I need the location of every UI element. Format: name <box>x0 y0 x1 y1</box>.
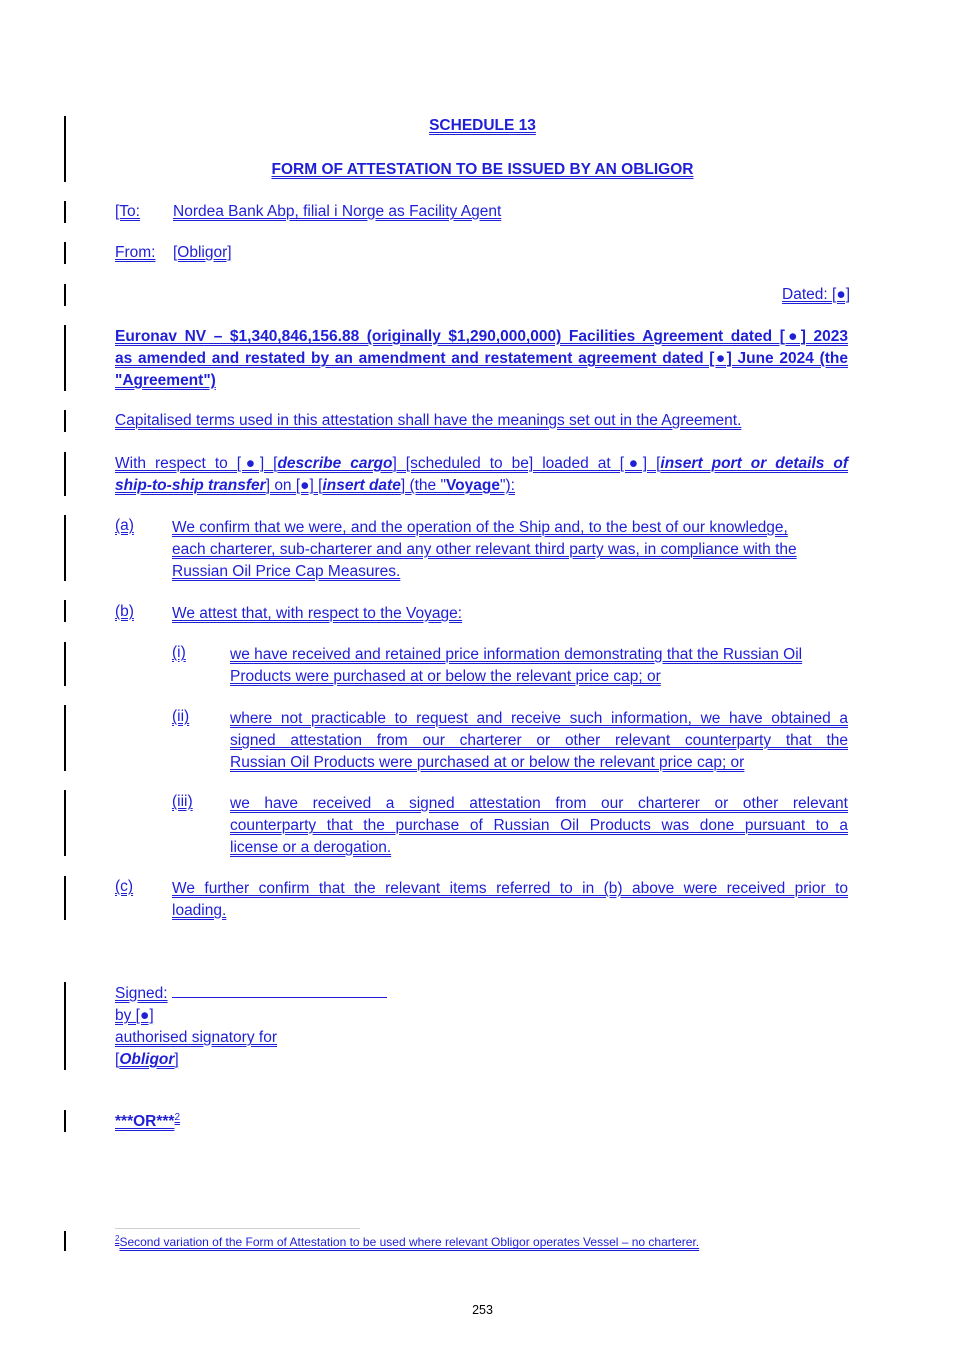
signed-line: Signed: <box>115 983 848 1005</box>
item-c-text <box>172 878 848 922</box>
subitem-line: license or a derogation. <box>230 839 392 856</box>
from-label: From: <box>115 244 156 261</box>
to-label: [To: <box>115 203 140 220</box>
subitem-label: (i) <box>172 644 186 661</box>
change-bar <box>64 982 66 1070</box>
subitem-line: Russian Oil Products were purchased at or below the relevant price cap; or <box>230 754 745 771</box>
footnote-number: 2 <box>115 1234 120 1243</box>
footnote <box>115 1234 699 1249</box>
item-a-text <box>172 517 848 583</box>
obligor-placeholder: [Obligor] <box>115 1051 179 1068</box>
from-value: [Obligor] <box>173 244 232 261</box>
change-bar <box>64 790 66 856</box>
schedule-title: SCHEDULE 13 <box>429 117 536 134</box>
subitem-line: we have received a signed attestation from our charterer or other relevant <box>230 795 848 812</box>
subitem-line: Products were purchased at or below the relevant price cap; or <box>230 668 661 685</box>
item-line: We confirm that we were, and the operation of the Ship and, to the best of our knowledge, <box>172 519 788 536</box>
subitem-line: where not practicable to request and receive such information, we have obtained a <box>230 710 848 727</box>
subitem-line: we have received and retained price information demonstrating that the Russian Oil <box>230 646 803 663</box>
item-line: Russian Oil Price Cap Measures. <box>172 563 401 580</box>
item-label: (b) <box>115 603 134 620</box>
change-bar <box>64 201 66 223</box>
subitem-iii-text <box>230 793 848 859</box>
item-label: (a) <box>115 517 134 534</box>
heading-line: as amended and restated by an amendment and restatement agreement dated [●] June 2024 (the <box>115 350 848 367</box>
subitem-line: signed attestation from our charterer or other relevant counterparty that the <box>230 732 848 749</box>
capitalised-terms: Capitalised terms used in this attestation shall have the meanings set out in the Agreement. <box>115 412 742 429</box>
subitem-label: (iii) <box>172 793 193 810</box>
change-bar <box>64 642 66 686</box>
heading-line: "Agreement") <box>115 372 216 389</box>
agreement-heading <box>115 326 848 392</box>
item-line: loading. <box>172 902 227 919</box>
authorised-signatory: authorised signatory for <box>115 1029 277 1046</box>
heading-line: Euronav NV – $1,340,846,156.88 (originally $1,290,000,000) Facilities Agreement dated [●] 2023 <box>115 328 848 345</box>
item-line: We attest that, with respect to the Voyage: <box>172 605 463 622</box>
signature-blank <box>172 983 387 998</box>
change-bar <box>64 410 66 432</box>
or-separator: ***OR***$^2$ <box>115 1112 181 1131</box>
change-bar <box>64 1231 66 1251</box>
change-bar <box>64 705 66 771</box>
form-title: FORM OF ATTESTATION TO BE ISSUED BY AN OBLIGOR <box>271 161 694 178</box>
subitem-i-text <box>230 644 848 688</box>
item-label: (c) <box>115 878 134 895</box>
footnote-ref: 2 <box>174 1112 181 1123</box>
dated: Dated: [●] <box>782 286 850 303</box>
change-bar <box>64 325 66 391</box>
signature-block <box>115 983 848 1071</box>
respect-line-2: ship-to-ship transfer] on [●] [insert date] (the "Voyage"): <box>115 477 515 494</box>
change-bar <box>64 452 66 496</box>
subitem-label: (ii) <box>172 708 190 725</box>
change-bar <box>64 600 66 622</box>
change-bar <box>64 1110 66 1132</box>
item-line: each charterer, sub-charterer and any other relevant third party was, in compliance with the <box>172 541 797 558</box>
item-line: We further confirm that the relevant items referred to in (b) above were received prior to <box>172 880 848 897</box>
signed-by: by [●] <box>115 1007 154 1024</box>
item-b-text <box>172 603 848 625</box>
to-value: Nordea Bank Abp, filial i Norge as Facility Agent <box>173 203 502 220</box>
subitem-ii-text <box>230 708 848 774</box>
subitem-line: counterparty that the purchase of Russian Oil Products was done pursuant to a <box>230 817 848 834</box>
footnote-text: Second variation of the Form of Attestation to be used where relevant Obligor operates Vessel – no charterer. <box>119 1235 700 1249</box>
change-bar <box>64 242 66 264</box>
respect-line-1: With respect to [●] [describe cargo] [scheduled to be] loaded at [●] [insert port or details of <box>115 455 849 472</box>
change-bar <box>64 515 66 581</box>
footnote-separator <box>115 1228 360 1229</box>
respect-paragraph <box>115 453 848 497</box>
change-bar <box>64 284 66 306</box>
change-bar <box>64 876 66 920</box>
page-number: 253 <box>472 1303 493 1317</box>
